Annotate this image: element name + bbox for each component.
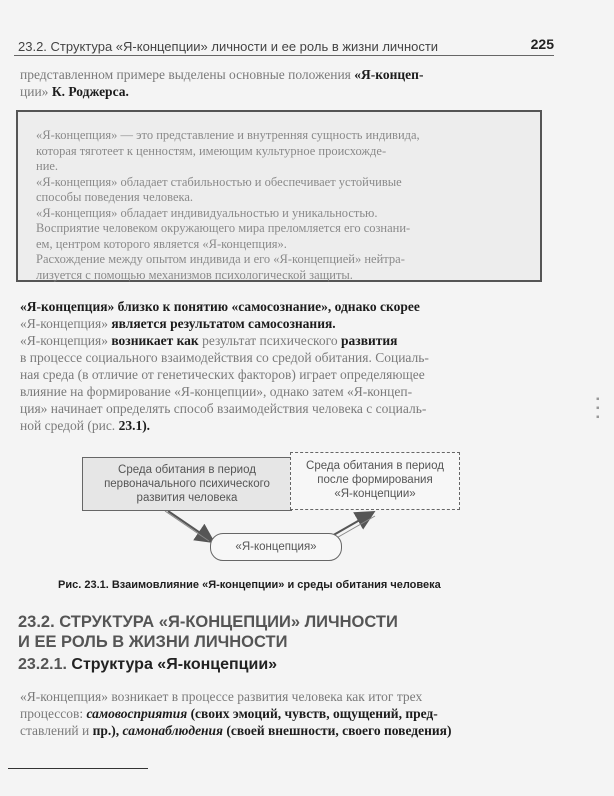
final-text: ставлений и bbox=[20, 723, 90, 738]
page-number: 225 bbox=[530, 36, 554, 52]
arrow-left-shadow bbox=[165, 511, 209, 541]
diagram-box-line: после формирования bbox=[317, 474, 433, 486]
diagram-box-line: первоначального психического bbox=[104, 478, 270, 490]
intro-term: «Я-концеп- bbox=[354, 67, 424, 82]
final-text: процессов: bbox=[20, 706, 84, 721]
diagram-box-line: Среда обитания в период bbox=[306, 460, 444, 472]
body-text: «Я-концепция» bbox=[20, 316, 108, 331]
definition-line: способы поведения человека. bbox=[36, 190, 194, 204]
header-rule bbox=[14, 55, 554, 56]
margin-scan-mark: ▪ ▪ ▪ bbox=[596, 394, 600, 423]
body-text: ной средой (рис. bbox=[20, 418, 116, 433]
final-term: самонаблюдения bbox=[122, 723, 224, 738]
definition-line: которая тяготеет к ценностям, имеющим культурное происхожде- bbox=[36, 143, 387, 158]
definition-box bbox=[16, 110, 542, 282]
section-heading bbox=[18, 612, 398, 652]
definition-list bbox=[36, 128, 526, 283]
definition-line: «Я-концепция» обладает индивидуальностью и уникальностью. bbox=[36, 205, 378, 220]
final-paragraph bbox=[20, 688, 540, 739]
body-text: «Я-концепция» bbox=[20, 333, 108, 348]
running-title: 23.2. Структура «Я-концепции» личности и ее роль в жизни личности bbox=[18, 39, 439, 54]
footnote-rule bbox=[8, 768, 148, 769]
figure-diagram bbox=[0, 445, 614, 575]
diagram-box-line: «Я-концепции» bbox=[334, 488, 416, 500]
definition-line: ем, центром которого является «Я-концепция». bbox=[36, 236, 287, 251]
body-line: ция» начинает определять способ взаимодействия человека с социаль- bbox=[20, 401, 427, 416]
section-heading-line: 23.2. СТРУКТУРА «Я-КОНЦЕПЦИИ» ЛИЧНОСТИ bbox=[18, 613, 398, 631]
figure-reference: 23.1). bbox=[118, 418, 151, 433]
final-text-bold: (своей внешности, своего поведения) bbox=[226, 723, 452, 738]
definition-line: «Я-концепция» — это представление и внутренняя сущность индивида, bbox=[36, 128, 420, 142]
body-line: ная среда (в отличие от генетических факторов) играет определяющее bbox=[20, 367, 425, 382]
body-emphasis: развития bbox=[341, 333, 398, 348]
diagram-box-line: Среда обитания в период bbox=[118, 464, 256, 476]
arrow-oval-to-right bbox=[330, 513, 372, 537]
final-text-bold: (своих эмоций, чувств, ощущений, пред- bbox=[190, 706, 438, 721]
arrow-left-to-oval bbox=[168, 511, 212, 541]
body-line: в процессе социального взаимодействия со средой обитания. Социаль- bbox=[20, 350, 429, 365]
diagram-box-later-environment bbox=[290, 452, 460, 510]
definition-line: «Я-концепция» обладает стабильностью и обеспечивает устойчивые bbox=[36, 174, 402, 189]
page-header bbox=[14, 36, 554, 56]
definition-line: ние. bbox=[36, 159, 59, 173]
body-emphasis: является результатом самосознания. bbox=[111, 316, 336, 331]
intro-paragraph bbox=[20, 66, 540, 100]
intro-text: ции» bbox=[20, 84, 49, 99]
final-text-bold: пр.), bbox=[92, 723, 120, 738]
definition-line: лизуется с помощью механизмов психологической защиты. bbox=[36, 267, 353, 282]
final-line: «Я-концепция» возникает в процессе развития человека как итог трех bbox=[20, 689, 423, 704]
final-term: самовосприятия bbox=[86, 706, 188, 721]
diagram-oval-self-concept: «Я-концепция» bbox=[210, 533, 342, 561]
intro-author: К. Роджерса. bbox=[51, 84, 129, 99]
definition-line: Восприятие человеком окружающего мира преломляется его сознани- bbox=[36, 221, 411, 235]
body-paragraph bbox=[20, 298, 540, 434]
subsection-title: Структура «Я-концепции» bbox=[71, 656, 278, 673]
figure-caption: Рис. 23.1. Взаимовлияние «Я-концепции» и среды обитания человека bbox=[58, 579, 441, 591]
intro-text: представленном примере выделены основные положения bbox=[20, 67, 351, 82]
diagram-box-line: развития человека bbox=[136, 492, 238, 504]
section-heading-line: И ЕЕ РОЛЬ В ЖИЗНИ ЛИЧНОСТИ bbox=[18, 633, 288, 651]
body-line: влияние на формирование «Я-концепции», однако затем «Я-концеп- bbox=[20, 384, 413, 399]
arrow-right-shadow bbox=[333, 516, 375, 540]
body-text: результат психического bbox=[202, 333, 338, 348]
subsection-number: 23.2.1. bbox=[18, 656, 67, 673]
body-line: «Я-концепция» близко к понятию «самосознание», однако скорее bbox=[20, 299, 420, 314]
body-emphasis: возникает как bbox=[111, 333, 199, 348]
subsection-heading bbox=[18, 656, 277, 674]
definition-line: Расхождение между опытом индивида и его «Я-концепцией» нейтра- bbox=[36, 252, 405, 266]
diagram-box-early-environment bbox=[82, 457, 292, 511]
